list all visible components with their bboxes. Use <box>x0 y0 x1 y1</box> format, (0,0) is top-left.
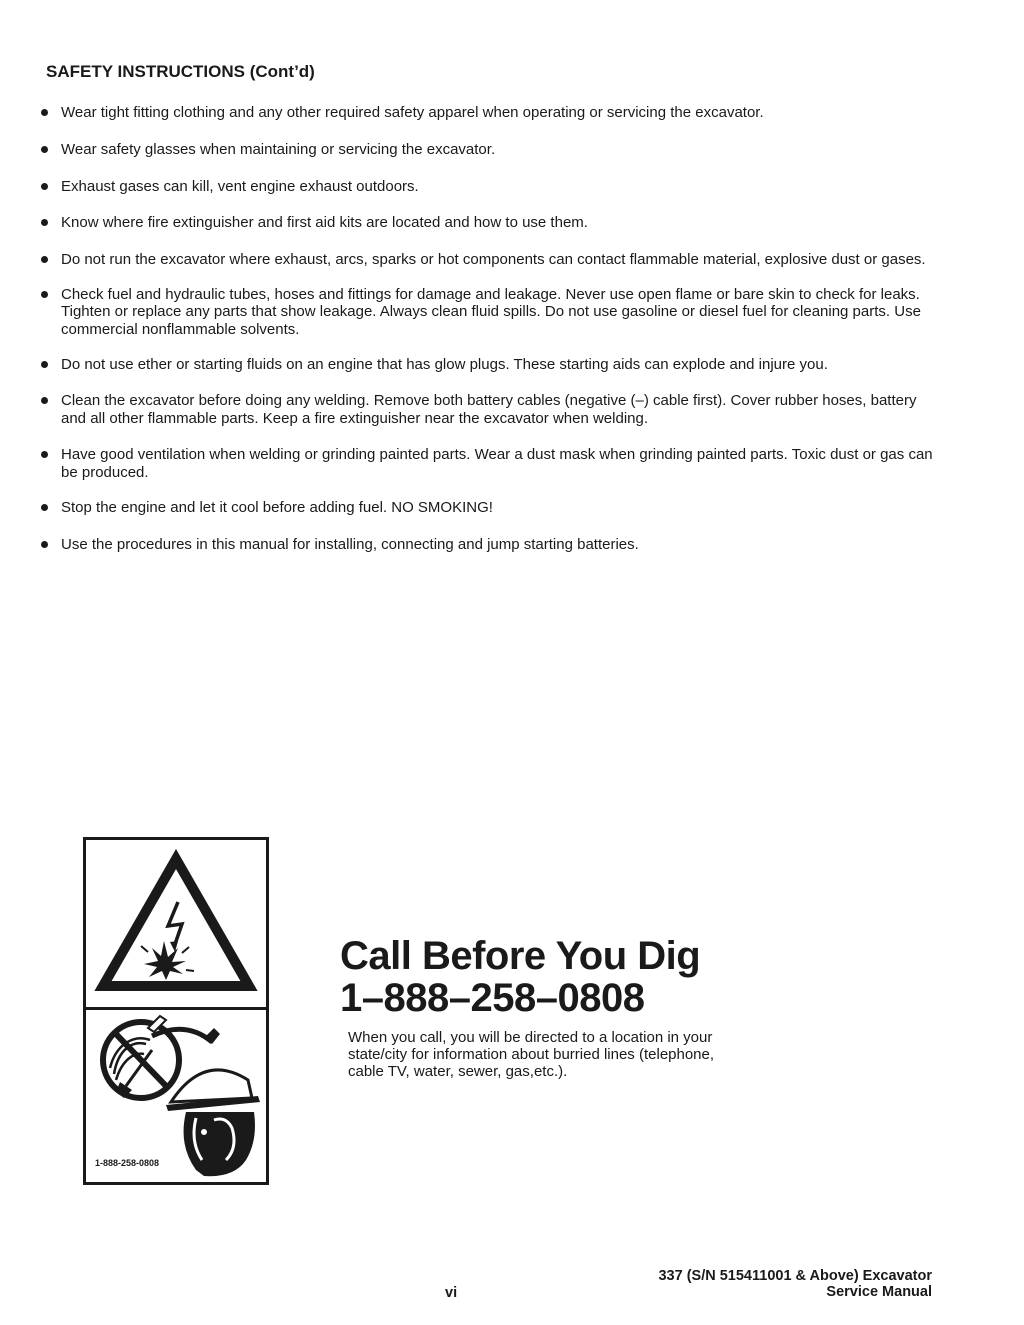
list-item-text: Wear tight fitting clothing and any other required safety apparel when operating or servicing the excavator. <box>61 104 764 121</box>
list-item-text: Do not use ether or starting fluids on an engine that has glow plugs. These starting aids can explode and injure you. <box>61 355 828 373</box>
bullet-icon <box>41 504 48 511</box>
bullet-icon <box>41 146 48 153</box>
list-item <box>38 356 938 374</box>
page-number: vi <box>445 1285 458 1301</box>
bullet-icon <box>41 451 48 458</box>
list-item-text: Know where fire extinguisher and first aid kits are located and how to use them. <box>61 214 588 231</box>
list-item <box>38 499 938 517</box>
list-item-text: Stop the engine and let it cool before adding fuel. NO SMOKING! <box>61 499 493 516</box>
bullet-icon <box>41 183 48 190</box>
footer-title-line1: 337 (S/N 515411001 & Above) Excavator <box>658 1268 932 1284</box>
list-item <box>38 251 938 269</box>
list-item-text: Exhaust gases can kill, vent engine exhaust outdoors. <box>61 177 419 195</box>
list-item-text: Clean the excavator before doing any welding. Remove both battery cables (negative (–) cable first). Cover rubber hoses, battery and all other flammable parts. Keep a fire extinguisher near the excavator when welding. <box>61 392 917 427</box>
bullet-icon <box>41 291 48 298</box>
list-item <box>38 536 938 554</box>
call-phone-number: 1–888–258–0808 <box>340 976 645 1020</box>
safety-decal <box>83 837 269 1185</box>
page-heading: SAFETY INSTRUCTIONS (Cont’d) <box>46 62 315 81</box>
safety-instructions-list <box>38 104 938 553</box>
footer-manual-title <box>658 1268 932 1300</box>
list-item <box>38 214 938 232</box>
bullet-icon <box>41 397 48 404</box>
list-item-text: Have good ventilation when welding or grinding painted parts. Wear a dust mask when grinding painted parts. Toxic dust or gas can be produced. <box>61 446 933 481</box>
bullet-icon <box>41 256 48 263</box>
list-item-text: Do not run the excavator where exhaust, arcs, sparks or hot components can contact flammable material, explosive dust or gases. <box>61 251 926 268</box>
no-digging-icon <box>86 1010 266 1182</box>
bullet-icon <box>41 109 48 116</box>
list-item <box>38 446 938 481</box>
call-description: When you call, you will be directed to a location in your state/city for information about burried lines (telephone, cable TV, water, sewer, gas,etc.). <box>348 1029 715 1080</box>
electrical-hazard-icon <box>86 840 266 1007</box>
footer-title-line2: Service Manual <box>826 1284 932 1300</box>
list-item-text: Use the procedures in this manual for installing, connecting and jump starting batteries. <box>61 535 639 553</box>
call-before-you-dig-title: Call Before You Dig <box>340 934 701 978</box>
list-item <box>38 141 938 159</box>
bullet-icon <box>41 361 48 368</box>
list-item-text: Wear safety glasses when maintaining or servicing the excavator. <box>61 141 496 158</box>
list-item <box>38 178 938 196</box>
decal-phone-number: 1-888-258-0808 <box>95 1158 160 1168</box>
list-item-text: Check fuel and hydraulic tubes, hoses and fittings for damage and leakage. Never use open flame or bare skin to check for leaks. Tighten or replace any parts that show leakage. Always clean fluid spills. Do not use gasoline or diesel fuel for cleaning parts. Use commercial nonflammable solvents. <box>61 285 921 338</box>
list-item <box>38 286 938 339</box>
bullet-icon <box>41 219 48 226</box>
bullet-icon <box>41 541 48 548</box>
list-item <box>38 392 938 427</box>
list-item <box>38 104 938 122</box>
